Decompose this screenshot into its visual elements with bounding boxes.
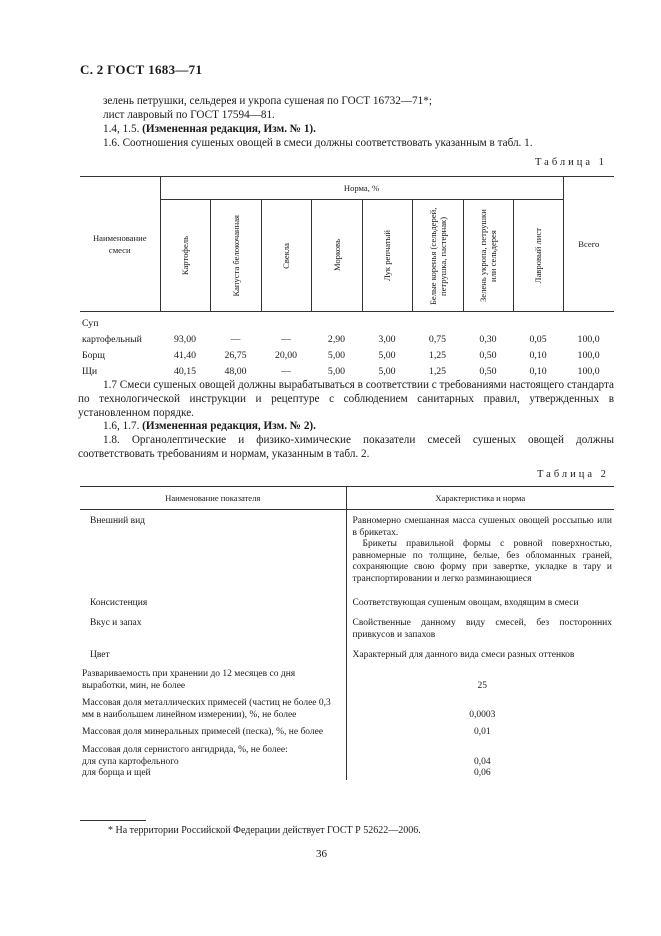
- table1-total-header: Всего: [563, 177, 614, 312]
- table1-cell: 5,00: [378, 365, 396, 377]
- table1-col-header: Капуста белокочанная: [210, 200, 261, 312]
- paragraph-3: [103, 122, 613, 136]
- table1-cell: —: [230, 333, 241, 345]
- table1-cell: 5,00: [378, 349, 396, 361]
- table2-cell-text: для супа картофельного: [82, 756, 179, 767]
- table1-cell: 1,25: [428, 365, 447, 377]
- table2-cell: Развариваемость при хранении до 12 месяцев со дня выработки, мин, не более: [80, 669, 346, 698]
- table2-cell: Массовая доля металлических примесей (частиц не более 0,3 мм в наибольшем линейном измерении), %, не более: [80, 698, 346, 727]
- table1-cell: 0,50: [479, 349, 497, 361]
- table1-cell: Борщ: [82, 349, 105, 361]
- paragraph-6-bold: (Измененная редакция, Изм. № 2).: [142, 420, 316, 432]
- table1-cell: 41,40: [173, 349, 197, 361]
- table1-col-header: Зелень укропа, петрушки или сельдерея: [463, 200, 513, 312]
- table1-col-header: Лук репчатый: [362, 200, 412, 312]
- table2-cell: [346, 510, 614, 598]
- table1-cell: 0,75: [428, 333, 447, 345]
- table1-cell: Щи: [82, 365, 98, 377]
- table2-cell: 25: [477, 680, 487, 691]
- paragraph-3-prefix: 1.4, 1.5.: [103, 123, 143, 135]
- table2-caption: Таблица 2: [537, 469, 609, 480]
- table1-name-header: Наименование смеси: [80, 177, 160, 312]
- table1-cell: 0,05: [529, 333, 547, 345]
- table1-cell: 100,0: [577, 333, 600, 345]
- table1-cell: 48,00: [224, 365, 247, 377]
- table-row: [80, 598, 614, 619]
- table1-cell: 0,50: [479, 365, 497, 377]
- table-row: [80, 618, 614, 650]
- table1-col-header: Свекла: [261, 200, 311, 312]
- table-row: [80, 698, 614, 727]
- table1-cell: 0,30: [479, 333, 497, 345]
- table2-cell: [80, 745, 346, 780]
- table1-cell: 0,10: [529, 365, 547, 377]
- table-row: [80, 745, 614, 780]
- table2-cell: Вкус и запах: [80, 618, 346, 650]
- table-row: [80, 669, 614, 698]
- table1-cell: 2,90: [327, 333, 346, 345]
- footnote: * На территории Российской Федерации действует ГОСТ Р 52622—2006.: [108, 825, 421, 836]
- paragraph-4: 1.6. Соотношения сушеных овощей в смеси должны соответствовать указанным в табл. 1.: [103, 137, 533, 149]
- table1-cell: 100,0: [577, 365, 600, 377]
- table2-col1-header: Наименование показателя: [80, 487, 346, 510]
- table2-cell: 0,01: [473, 727, 491, 738]
- table1-cell: 40,15: [173, 365, 197, 377]
- table1-col-header: Картофель: [160, 200, 210, 312]
- table1-norm-header: Норма, %: [160, 177, 563, 200]
- table2-cell-text: для борща и щей: [82, 768, 151, 779]
- table1-cell: 3,00: [378, 333, 396, 345]
- table2-cell-text: 0,06: [473, 768, 491, 779]
- table-1: [80, 176, 614, 379]
- paragraph-7: 1.8. Органолептические и физико-химические показатели смесей сушеных овощей должны соответствовать требованиям и нормам, указанным в табл. 2.: [78, 434, 614, 460]
- table1-caption: Таблица 1: [535, 157, 607, 168]
- table2-cell: [346, 745, 614, 780]
- table1-col-header: Лавровый лист: [513, 200, 563, 312]
- table-row: [80, 650, 614, 669]
- table1-cell: 0,10: [529, 349, 547, 361]
- table-row: [80, 363, 614, 379]
- paragraph-2: лист лавровый по ГОСТ 17594—81.: [103, 109, 275, 121]
- table2-cell-text: Массовая доля сернистого ангидрида, %, не более:: [82, 744, 288, 755]
- table1-cell: 5,00: [327, 349, 346, 361]
- table1-cell: картофельный: [82, 333, 142, 345]
- paragraph-1: зелень петрушки, сельдерея и укропа сушеная по ГОСТ 16732—71*;: [103, 95, 432, 107]
- paragraph-3-bold: (Измененная редакция, Изм. № 1).: [142, 123, 316, 135]
- table1-cell: Суп: [82, 317, 99, 329]
- table2-cell: Цвет: [80, 650, 346, 669]
- table1-cell: 93,00: [173, 333, 197, 345]
- table1-cell: 1,25: [428, 349, 447, 361]
- table1-cell: —: [281, 365, 291, 377]
- paragraph-5: 1.7 Смеси сушеных овощей должны вырабатываться в соответствии с требованиями настоящего стандарта по технологической инструкции и рецептуре с соблюдением санитарных правил, утвержденных в установленном порядке.: [78, 379, 614, 419]
- table1-cell: —: [281, 333, 291, 345]
- page-number: 36: [316, 848, 327, 860]
- table1-col-header: Морковь: [311, 200, 362, 312]
- table1-cell: 26,75: [224, 349, 247, 361]
- table2-cell: Соответствующая сушеным овощам, входящим в смеси: [352, 597, 579, 608]
- table-row: [80, 510, 614, 598]
- table2-cell: Массовая доля минеральных примесей (песка), %, не более: [80, 727, 346, 745]
- table2-cell: Консистенция: [80, 598, 346, 619]
- footnote-divider: [80, 820, 146, 821]
- table2-cell: 0,0003: [469, 709, 496, 720]
- table2-cell-text: Равномерно смешанная масса сушеных овощей россыпью или в брикетах.: [352, 516, 612, 538]
- paragraph-6: [103, 419, 613, 433]
- paragraph-6-prefix: 1.6, 1.7.: [103, 420, 143, 432]
- table1-cell: 100,0: [577, 349, 600, 361]
- table2-cell-text: Брикеты правильной формы с ровной поверхностью, равномерные по толщине, белые, без обломанных граней, сохраняющие свою форму при завертке, укладке в тару и транспортировании и легко разминающиеся: [352, 539, 612, 584]
- page-header: С. 2 ГОСТ 1683—71: [80, 62, 203, 77]
- table1-cell: 5,00: [327, 365, 346, 377]
- table2-cell-text: 0,04: [473, 756, 491, 767]
- table2-col2-header: Характеристика и норма: [346, 487, 614, 510]
- table1-col-header: Белые коренья (сельдерей, петрушка, пастернак): [412, 200, 463, 312]
- table2-cell: Характерный для данного вида смеси разных оттенков: [352, 650, 575, 661]
- table-row: [80, 347, 614, 363]
- table-row: [80, 331, 614, 347]
- table-2: [80, 486, 614, 780]
- table2-cell: Свойственные данному виду смесей, без посторонних привкусов и запахов: [352, 618, 612, 640]
- table2-cell: Внешний вид: [80, 510, 346, 598]
- table1-cell: 20,00: [274, 349, 298, 361]
- table-row: [80, 727, 614, 745]
